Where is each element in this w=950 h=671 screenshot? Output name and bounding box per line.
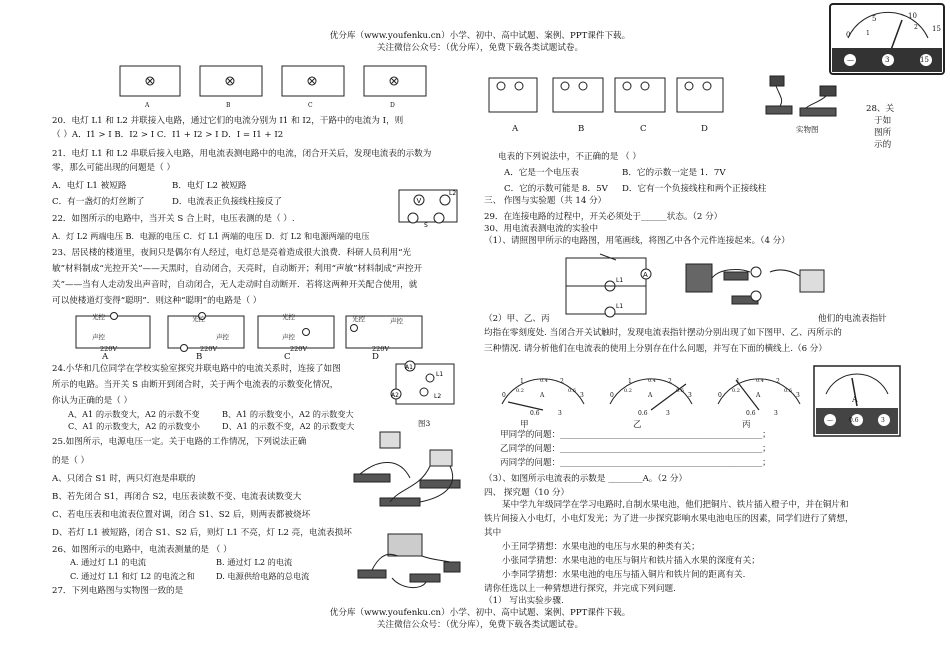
q26-apparatus-figure bbox=[352, 530, 466, 598]
q28-option-a: A．它是一个电压表 bbox=[504, 168, 579, 178]
amm3-t06: 0.6 bbox=[746, 410, 756, 417]
q23-label-c: C bbox=[284, 352, 291, 362]
q30-3-unit: A bbox=[852, 395, 858, 404]
q31-para-3: 其中 bbox=[484, 528, 502, 538]
svg-text:A1: A1 bbox=[405, 364, 413, 371]
q23-b-light: 光控 bbox=[192, 315, 205, 323]
q23-label-a: A bbox=[102, 352, 109, 362]
q30-apparatus bbox=[680, 258, 840, 318]
q28-side-1: 28、关 bbox=[866, 104, 895, 114]
amm1-1: 1 bbox=[520, 378, 524, 385]
q25-option-a: A、只闭合 S1 时，两只灯泡是串联的 bbox=[52, 474, 196, 484]
q25-apparatus-figure bbox=[350, 428, 468, 512]
q23-a-light: 光控 bbox=[92, 313, 105, 321]
amm3-1: 1 bbox=[736, 378, 740, 385]
q29-stem: 29．在连接电路的过程中，开关必须处于______状态。（2 分） bbox=[484, 212, 723, 222]
dial-scale-15: 15 bbox=[932, 25, 941, 33]
q24-line-3: 你认为正确的是（ ） bbox=[52, 396, 133, 406]
q22-circuit-figure bbox=[393, 186, 465, 228]
q27-real-apparatus bbox=[760, 72, 846, 122]
q28-option-b: B．它的示数一定是 1．7V bbox=[622, 168, 726, 178]
q30-3-term-06: 0.6 bbox=[849, 417, 859, 424]
q28-option-c: C．它的示数可能是 8．5V bbox=[504, 184, 608, 194]
q23-d-sound: 声控 bbox=[390, 317, 403, 325]
q30-part-1: （1）、请照图甲所示的电路图，用笔画线，将图乙中各个元件连接起来。（4 分） bbox=[484, 236, 790, 246]
q24-option-c: C、A1 的示数变大，A2 的示数变小 bbox=[68, 421, 200, 431]
svg-text:A2: A2 bbox=[391, 392, 399, 399]
q25-option-c: C、若电压表和电流表位置对调，闭合 S1、S2 后，则两表都被烧坏 bbox=[52, 510, 311, 520]
q24-figure-caption: 图3 bbox=[418, 419, 431, 428]
q21-line-2: 零，那么可能出现的问题是（ ） bbox=[52, 163, 176, 173]
svg-text:A: A bbox=[643, 271, 648, 279]
q25-option-d: D、若灯 L1 被短路，闭合 S1、S2 后，则灯 L1 不亮，灯 L2 亮，电流表损坏 bbox=[52, 528, 352, 538]
q27-stem: 27．下列电路图与实物图一致的是 bbox=[52, 586, 184, 596]
q21-option-b: B．电灯 L2 被短路 bbox=[172, 181, 247, 191]
section-4-heading: 四、 探究题（10 分） bbox=[484, 488, 570, 498]
q23-c-sound: 声控 bbox=[282, 333, 295, 341]
footer-line-1: 优分库（www.youfenku.cn）小学、初中、高中试题、案例、PPT课件下载。 bbox=[329, 608, 631, 618]
q30-part-2-start: （2）甲、乙、丙 bbox=[484, 314, 550, 324]
footer-line-2: 关注微信公众号：（优分库），免费下载各类试题试卷。 bbox=[376, 620, 584, 630]
q23-d-light: 光控 bbox=[352, 315, 365, 323]
q23-d-volt: 220V bbox=[372, 345, 390, 353]
q22-options: A．灯 L2 两端电压 B．电源的电压 C．灯 L1 两端的电压 D．灯 L2 和电源两端的电压 bbox=[52, 231, 370, 241]
amm2-0-4: 0.4 bbox=[648, 378, 656, 384]
meter-label-yi: 乙 bbox=[633, 420, 642, 430]
q22-stem: 22．如图所示的电路中，当开关 S 合上时，电压表测的是（ ）. bbox=[52, 214, 295, 224]
q27-circuit-figures bbox=[485, 74, 725, 122]
svg-text:L1: L1 bbox=[616, 303, 624, 310]
dial-scale-5: 5 bbox=[872, 15, 877, 23]
amm1-0-6: 0.6 bbox=[568, 388, 576, 394]
amm1-t3: 3 bbox=[558, 410, 562, 417]
q21-option-d: D．电流表正负接线柱接反了 bbox=[172, 197, 283, 207]
svg-text:S: S bbox=[424, 222, 428, 228]
q21-option-a: A．电灯 L1 被短路 bbox=[52, 181, 127, 191]
q24-option-b: B、A1 的示数变小，A2 的示数变大 bbox=[222, 409, 354, 419]
dial-scale-0: 0 bbox=[846, 31, 851, 39]
amm1-t06: 0.6 bbox=[530, 410, 540, 417]
q20-line-2: （ ）A．I1 > I B．I2 > I C．I1 + I2 > I D．I = I1 + I2 bbox=[52, 130, 284, 140]
q23-label-b: B bbox=[196, 352, 203, 362]
amm3-3: 3 bbox=[796, 392, 800, 399]
q25-line-2: 的是（ ） bbox=[52, 456, 90, 466]
q31-instruction: 请你任选以上一种猜想进行探究，并完成下列问题. bbox=[484, 584, 676, 594]
q26-option-c: C. 通过灯 L1 和灯 L2 的电流之和 bbox=[70, 571, 195, 581]
q30-part-2-line-3: 三种情况. 请分析他们在电流表的使用上分别存在什么问题，并写在下面的横线上.（6 分） bbox=[484, 344, 827, 354]
q31-para-2: 铁片间接入小电灯，小电灯发光；为了进一步探究影响水果电池电压的因素，同学们进行了猜想， bbox=[484, 514, 854, 524]
section-3-heading: 三、 作图与实验题（共 14 分） bbox=[484, 196, 607, 206]
q19-label-a: A bbox=[145, 102, 150, 109]
amm1-0: 0 bbox=[502, 392, 506, 399]
q19-label-d: D bbox=[390, 102, 395, 109]
dial-term-neg: — bbox=[847, 56, 854, 64]
amm2-2: 2 bbox=[668, 378, 672, 385]
amm1-3: 3 bbox=[580, 392, 584, 399]
amm1-0-4: 0.4 bbox=[540, 378, 548, 384]
q23-line-4: 可以使楼道灯变得“聪明”．则这种“聪明”的电路是（ ） bbox=[52, 296, 262, 306]
q23-line-2: 敏”材料制成“光控开关”——天黑时，自动闭合，天亮时，自动断开；利用“声敏”材料制成“声控开 bbox=[52, 264, 423, 274]
q27-label-c: C bbox=[640, 124, 647, 134]
meter-label-jia: 甲 bbox=[520, 420, 529, 430]
jia-question: 甲同学的问题：_______________________________________________； bbox=[500, 430, 771, 440]
amm1-unit: A bbox=[540, 392, 545, 399]
q24-circuit-figure bbox=[388, 358, 462, 418]
q28-side-4: 示的 bbox=[874, 140, 892, 150]
amm2-0-2: 0.2 bbox=[624, 388, 632, 394]
q30-circuit-diagram bbox=[560, 252, 660, 324]
q30-part-2-end: 他们的电流表指针 bbox=[818, 314, 887, 324]
q24-option-d: D、A1 的示数不变，A2 的示数变大 bbox=[222, 421, 355, 431]
q21-option-c: C．有一盏灯的灯丝断了 bbox=[52, 197, 145, 207]
q23-b-sound: 声控 bbox=[216, 333, 229, 341]
q28-side-3: 图所 bbox=[874, 128, 892, 138]
q21-line-1: 21．电灯 L1 和 L2 串联后接入电路，用电流表测电路中的电流，闭合开关后，发现电流表的示数为 bbox=[52, 149, 432, 159]
q23-c-light: 光控 bbox=[282, 313, 295, 321]
q27-label-b: B bbox=[578, 124, 585, 134]
amm3-0-4: 0.4 bbox=[756, 378, 764, 384]
amm2-0: 0 bbox=[610, 392, 614, 399]
amm3-0: 0 bbox=[718, 392, 722, 399]
q28-side-2: 于如 bbox=[874, 116, 892, 126]
q23-label-d: D bbox=[372, 352, 379, 362]
meter-label-bing: 丙 bbox=[742, 420, 751, 430]
q23-c-volt: 220V bbox=[290, 345, 308, 353]
svg-text:V: V bbox=[416, 197, 422, 205]
q27-label-d: D bbox=[701, 124, 708, 134]
amm2-1: 1 bbox=[628, 378, 632, 385]
amm3-t3: 3 bbox=[774, 410, 778, 417]
q23-line-3: 关”——当有人走动发出声音时，自动闭合，无人走动时自动断开．若将这两种开关配合使用，就 bbox=[52, 280, 418, 290]
q23-a-volt: 220V bbox=[100, 345, 118, 353]
guess-wang: 小王同学猜想：水果电池的电压与水果的种类有关； bbox=[502, 542, 700, 552]
q27-label-a: A bbox=[512, 124, 519, 134]
q24-line-1: 24.小华和几位同学在学校实验室探究并联电路中的电流关系时，连接了如图 bbox=[52, 364, 341, 374]
amm3-2: 2 bbox=[776, 378, 780, 385]
q23-line-1: 23、居民楼的楼道里，夜间只是偶尔有人经过，电灯总是亮着造成很大浪费．科研人员利用“光 bbox=[52, 248, 412, 258]
dial-sub-1: 1 bbox=[866, 30, 870, 37]
q19-label-b: B bbox=[226, 102, 231, 109]
q26-option-b: B. 通过灯 L2 的电流 bbox=[216, 557, 293, 567]
svg-text:L1: L1 bbox=[616, 277, 624, 284]
q30-3-term-3: 3 bbox=[881, 417, 885, 424]
bing-question: 丙同学的问题：_______________________________________________； bbox=[500, 458, 771, 468]
q20-line-1: 20．电灯 L1 和 L2 并联接入电路，通过它们的电流分别为 I1 和 I2，干路中的电流为 I，则 bbox=[52, 116, 404, 126]
amm3-0-2: 0.2 bbox=[732, 388, 740, 394]
yi-question: 乙同学的问题：_______________________________________________； bbox=[500, 444, 771, 454]
q27-real-label: 实物图 bbox=[796, 125, 819, 134]
q30-3-term-neg: — bbox=[827, 417, 833, 424]
q30-stem: 30、用电流表测电流的实验中 bbox=[484, 224, 599, 234]
guess-zhang: 小张同学猜想：水果电池的电压与铜片和铁片插入水果的深度有关； bbox=[502, 556, 760, 566]
header-line-1: 优分库（www.youfenku.cn）小学、初中、高中试题、案例、PPT课件下载。 bbox=[329, 31, 631, 41]
header-line-2: 关注微信公众号：（优分库），免费下载各类试题试卷。 bbox=[376, 43, 584, 53]
svg-text:L2: L2 bbox=[449, 190, 457, 197]
dial-term-3: 3 bbox=[885, 56, 890, 64]
q30-part-3: （3）、如图所示电流表的示数是 ________A。（2 分） bbox=[484, 474, 688, 484]
q25-option-b: B、若先闭合 S1，再闭合 S2，电压表读数不变、电流表读数变大 bbox=[52, 492, 302, 502]
q24-option-a: A、A1 的示数变大，A2 的示数不变 bbox=[68, 409, 200, 419]
q23-a-sound: 声控 bbox=[92, 333, 105, 341]
amm3-0-6: 0.6 bbox=[784, 388, 792, 394]
q23-b-volt: 220V bbox=[200, 345, 218, 353]
amm2-3: 3 bbox=[688, 392, 692, 399]
svg-text:L1: L1 bbox=[436, 371, 444, 378]
q26-stem: 26、如图所示的电路中，电流表测量的是 （ ） bbox=[52, 545, 232, 555]
q24-line-2: 所示的电路。当开关 S 由断开到闭合时，关于两个电流表的示数变化情况， bbox=[52, 380, 339, 390]
dial-term-15: 15 bbox=[920, 56, 929, 64]
q19-label-c: C bbox=[308, 102, 313, 109]
amm2-t06: 0.6 bbox=[638, 410, 648, 417]
amm2-0-6: 0.6 bbox=[676, 388, 684, 394]
svg-text:L2: L2 bbox=[434, 393, 442, 400]
q28-continuation: 电表的下列说法中，不正确的是 （ ） bbox=[498, 152, 641, 162]
amm1-0-2: 0.2 bbox=[516, 388, 524, 394]
q28-option-d: D．它有一个负接线柱和两个正接线柱 bbox=[622, 184, 767, 194]
q19-circuit-figures bbox=[112, 62, 452, 114]
q31-step-1: （1） 写出实验步骤. bbox=[484, 596, 564, 606]
amm1-2: 2 bbox=[560, 378, 564, 385]
q31-para-1: 某中学九年级同学在学习电路时,自制水果电池，他们把铜片、铁片插入橙子中，并在铜片和 bbox=[502, 500, 849, 510]
q26-option-a: A. 通过灯 L1 的电流 bbox=[70, 557, 147, 567]
dial-sub-2: 2 bbox=[914, 24, 918, 31]
q25-line-1: 25.如图所示，电源电压一定。关于电路的工作情况，下列说法正确 bbox=[52, 437, 307, 447]
guess-li: 小李同学猜想：水果电池的电压与插入铜片和铁片间的距离有关. bbox=[502, 570, 746, 580]
q26-option-d: D. 电源供给电路的总电流 bbox=[216, 571, 310, 581]
dial-scale-10: 10 bbox=[908, 12, 917, 20]
amm2-t3: 3 bbox=[666, 410, 670, 417]
amm3-unit: A bbox=[756, 392, 761, 399]
amm2-unit: A bbox=[648, 392, 653, 399]
q30-part-2-line-2: 均指在零刻度处. 当闭合开关试触时，发现电流表指针摆动分别出现了如下图甲、乙、丙所示的 bbox=[484, 328, 842, 338]
